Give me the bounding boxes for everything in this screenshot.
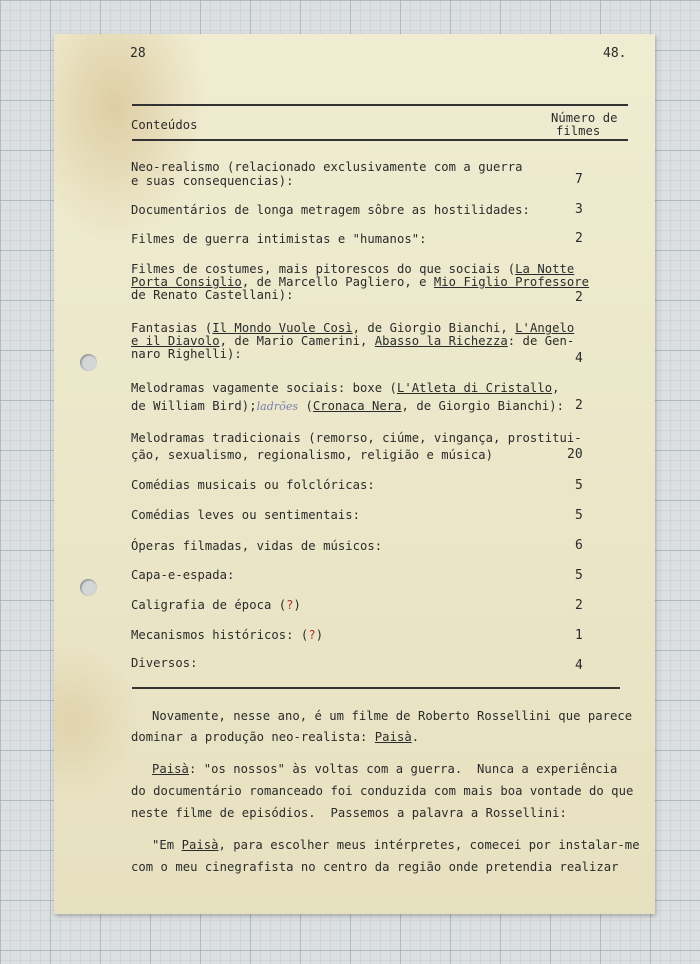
table-row-11-count: 2 — [575, 598, 583, 613]
body-line: neste filme de episódios. Passemos a palavra a Rossellini: — [131, 806, 567, 820]
table-row-4-count: 4 — [575, 351, 583, 366]
table-top-rule — [132, 104, 628, 106]
table-row-3-count: 2 — [575, 290, 583, 305]
table-row-7-line-0: Comédias musicais ou folclóricas: — [131, 478, 375, 492]
table-row-6-line-1: ção, sexualismo, regionalismo, religião e música) — [131, 448, 493, 462]
table-row-3-line-2: de Renato Castellani): — [131, 288, 294, 302]
table-row-4-line-2: naro Righelli): — [131, 347, 242, 361]
punch-hole — [80, 354, 97, 371]
table-row-8-line-0: Comédias leves ou sentimentais: — [131, 508, 361, 522]
table-row-12-count: 1 — [575, 628, 583, 643]
table-header-count-line1: Número de — [551, 111, 618, 125]
table-header-count-line2: filmes — [556, 124, 601, 138]
table-row-0-count: 7 — [575, 172, 583, 187]
table-row-4-line-0: Fantasias (Il Mondo Vuole Così, de Giorgio Bianchi, L'Angelo — [131, 321, 575, 335]
table-row-9-count: 6 — [575, 538, 583, 553]
page-number-right: 48. — [603, 46, 627, 61]
table-header-rule — [132, 139, 628, 141]
table-row-7-count: 5 — [575, 478, 583, 493]
table-row-1-line-0: Documentários de longa metragem sôbre as hostilidades: — [131, 203, 530, 217]
typewritten-page — [54, 34, 655, 914]
body-line: dominar a produção neo-realista: Paisà. — [131, 730, 420, 744]
table-row-12-line-0: Mecanismos históricos: (?) — [131, 628, 324, 642]
table-row-2-line-0: Filmes de guerra intimistas e "humanos": — [131, 232, 427, 246]
table-row-8-count: 5 — [575, 508, 583, 523]
table-row-3-line-0: Filmes de costumes, mais pitorescos do que sociais (La Notte — [131, 262, 575, 276]
body-line: "Em Paisà, para escolher meus intérpretes, comecei por instalar-me — [152, 838, 640, 852]
table-row-0-line-0: Neo-realismo (relacionado exclusivamente com a guerra — [131, 160, 523, 174]
table-row-11-line-0: Caligrafia de época (?) — [131, 598, 301, 612]
body-line: Novamente, nesse ano, é um filme de Roberto Rossellini que parece — [152, 709, 633, 723]
body-line: do documentário romanceado foi conduzida com mais boa vontade do que — [131, 784, 634, 798]
table-row-10-line-0: Capa-e-espada: — [131, 568, 235, 582]
punch-hole — [80, 579, 97, 596]
table-row-4-line-1: e il Diavolo, de Mario Camerini, Abasso la Richezza: de Gen- — [131, 334, 575, 348]
page-number-left: 28 — [130, 46, 146, 61]
table-header-contents: Conteúdos — [131, 118, 198, 132]
table-row-10-count: 5 — [575, 568, 583, 583]
body-line: com o meu cinegrafista no centro da região onde pretendia realizar — [131, 860, 619, 874]
table-row-1-count: 3 — [575, 202, 583, 217]
table-row-2-count: 2 — [575, 231, 583, 246]
table-row-0-line-1: e suas consequencias): — [131, 174, 294, 188]
table-row-9-line-0: Óperas filmadas, vidas de músicos: — [131, 539, 383, 553]
table-row-5-line-1: de William Bird);ladrões (Cronaca Nera, de Giorgio Bianchi): — [131, 399, 565, 413]
table-row-3-line-1: Porta Consiglio, de Marcello Pagliero, e Mio Figlio Professore — [131, 275, 590, 289]
table-row-5-line-0: Melodramas vagamente sociais: boxe (L'Atleta di Cristallo, — [131, 381, 560, 395]
table-row-5-count: 2 — [575, 398, 583, 413]
table-row-13-count: 4 — [575, 658, 583, 673]
body-line: Paisà: "os nossos" às voltas com a guerra. Nunca a experiência — [152, 762, 618, 776]
table-row-6-count: 20 — [567, 447, 583, 462]
table-row-13-line-0: Diversos: — [131, 656, 198, 670]
table-row-6-line-0: Melodramas tradicionais (remorso, ciúme, vingança, prostitui- — [131, 431, 582, 445]
table-bottom-rule — [132, 687, 620, 689]
